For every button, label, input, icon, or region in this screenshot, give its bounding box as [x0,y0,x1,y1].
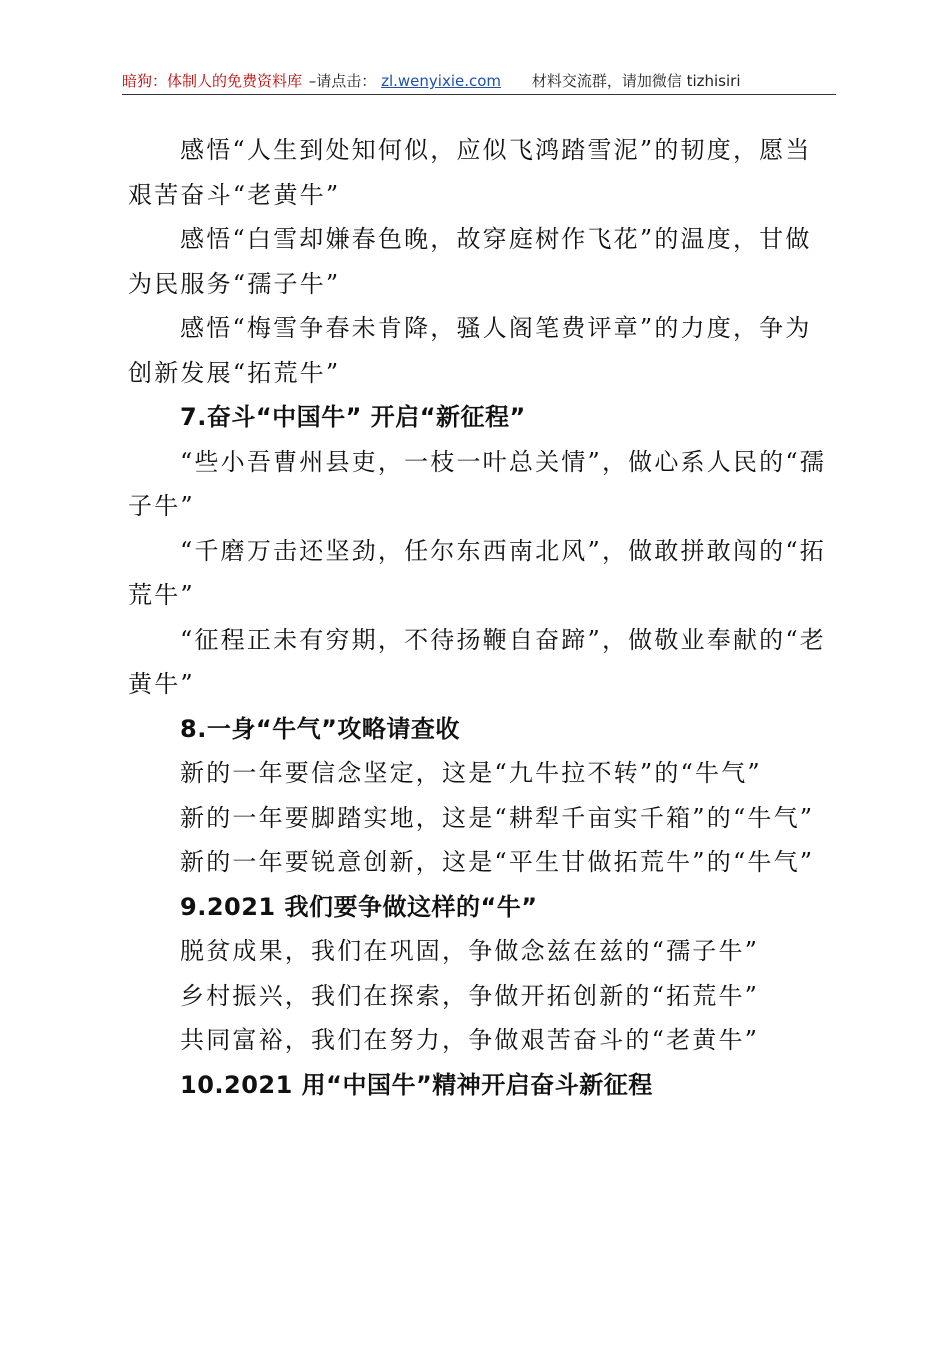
paragraph: 新的一年要锐意创新，这是“平生甘做拓荒牛”的“牛气” [180,848,815,876]
paragraph: 感悟“梅雪争春未肯降，骚人阁笔费评章”的力度，争为创新发展“拓荒牛” [128,314,812,387]
page-header [122,70,836,95]
paragraph: “征程正未有穷期，不待扬鞭自奋蹄”，做敬业奉献的“老黄牛” [128,625,827,698]
section-heading-8: 8.一身“牛气”攻略请查收 [180,714,460,743]
section-heading-9: 9.2021 我们要争做这样的“牛” [180,892,538,921]
paragraph: “千磨万击还坚劲，任尔东西南北风”，做敢拼敢闯的“拓荒牛” [128,536,827,609]
paragraph: 脱贫成果，我们在巩固，争做念兹在兹的“孺子牛” [180,937,760,965]
header-click-prompt: –请点击： [308,72,377,90]
paragraph: 共同富裕，我们在努力，争做艰苦奋斗的“老黄牛” [180,1026,760,1054]
paragraph: 感悟“人生到处知何似，应似飞鸿踏雪泥”的韧度，愿当艰苦奋斗“老黄牛” [128,136,812,209]
section-heading-10: 10.2021 用“中国牛”精神开启奋斗新征程 [180,1070,653,1099]
paragraph: 乡村振兴，我们在探索，争做开拓创新的“拓荒牛” [180,981,760,1010]
header-link[interactable]: zl.wenyixie.com [381,72,502,90]
paragraph: 新的一年要脚踏实地，这是“耕犁千亩实千箱”的“牛气” [180,803,815,832]
paragraph: 感悟“白雪却嫌春色晚，故穿庭树作飞花”的温度，甘做为民服务“孺子牛” [128,225,812,298]
paragraph: “些小吾曹州县吏，一枝一叶总关情”，做心系人民的“孺子牛” [128,447,827,520]
section-heading-7: 7.奋斗“中国牛” 开启“新征程” [180,403,526,431]
document-body [128,128,830,1107]
header-contact: 材料交流群，请加微信 tizhisiri [531,72,741,90]
header-site-title: 暗狗：体制人的免费资料库 [122,72,303,90]
paragraph: 新的一年要信念坚定，这是“九牛拉不转”的“牛气” [180,759,762,787]
